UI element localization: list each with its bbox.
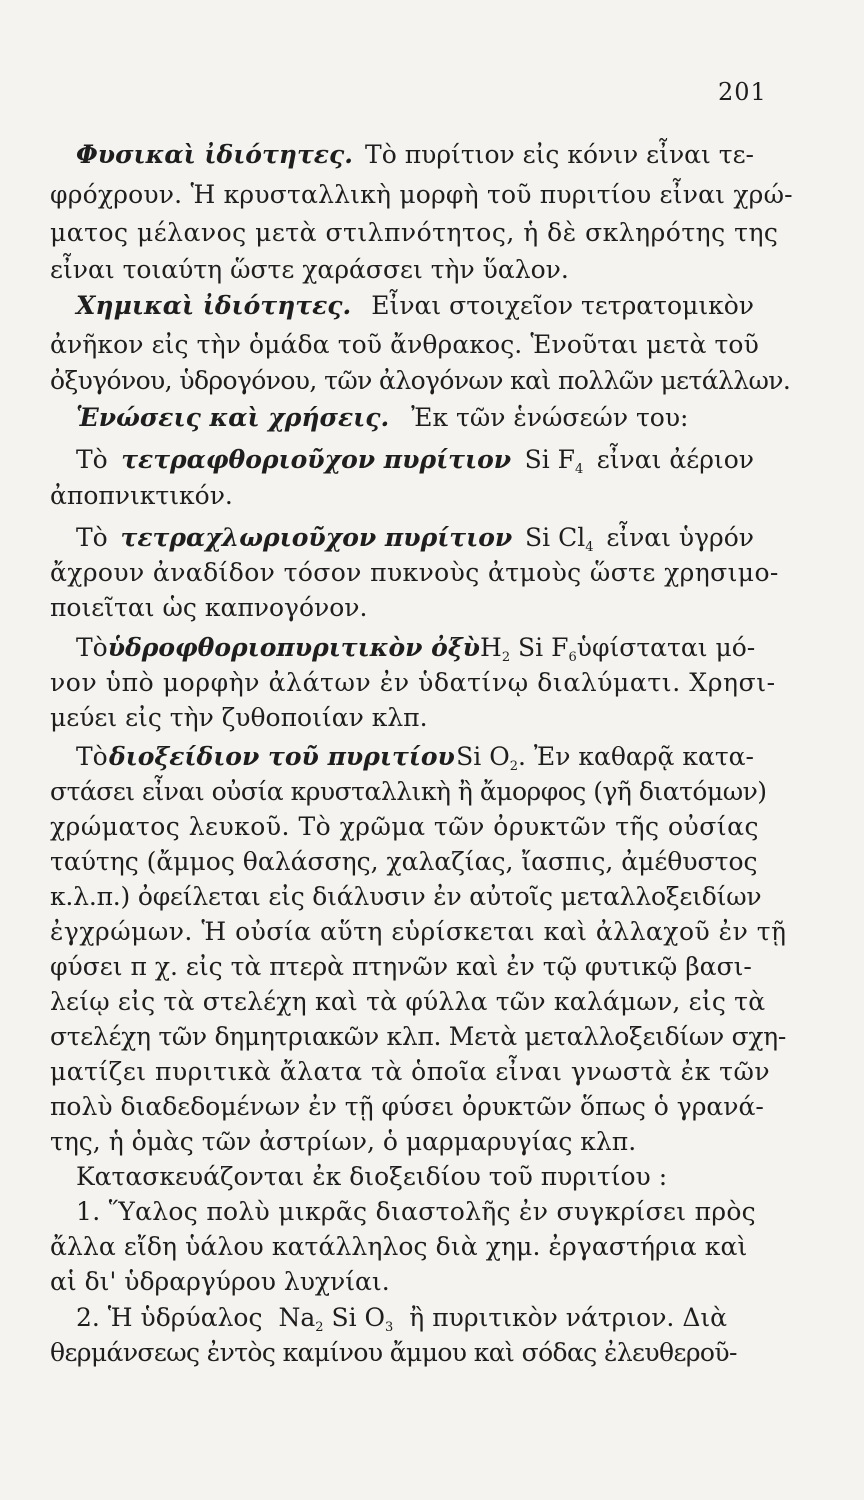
text-run: Τὸ πυρίτιον εἰς κόνιν εἶναι τε- bbox=[365, 140, 754, 169]
text-line: νον ὑπὸ μορφὴν ἀλάτων ἐν ὑδατίνῳ διαλύματι. Χρησι- bbox=[50, 668, 776, 697]
text-line bbox=[76, 140, 754, 170]
text-line: ματος μέλανος μετὰ στιλπνότητος, ἡ δὲ σκληρότης της bbox=[50, 218, 779, 247]
text-line: αἱ δι' ὑδραργύρου λυχνίαι. bbox=[50, 1267, 390, 1296]
text-line: ταύτης (ἄμμος θαλάσσης, χαλαζίας, ἴασπις, ἀμέθυστος bbox=[50, 847, 758, 876]
text-line: φρόχρουν. Ἡ κρυσταλλικὴ μορφὴ τοῦ πυριτίου εἶναι χρώ- bbox=[50, 180, 793, 209]
section-heading-compounds-and-uses: Ἑνώσεις καὶ χρήσεις. bbox=[76, 403, 390, 432]
section-heading-physical-properties: Φυσικαὶ ἰδιότητες. bbox=[76, 140, 353, 169]
chemical-formula: Si O2. Ἐν καθαρᾷ κατα- bbox=[456, 742, 754, 774]
text-line: ἐγχρώμων. Ἡ οὐσία αὕτη εὑρίσκεται καὶ ἀλλαχοῦ ἐν τῇ bbox=[50, 917, 787, 946]
text-line: ὀξυγόνου, ὑδρογόνου, τῶν ἀλογόνων καὶ πολλῶν μετάλλων. bbox=[50, 366, 791, 395]
text-run: Τὸ bbox=[76, 633, 108, 662]
text-line: Κατασκευάζονται ἐκ διοξειδίου τοῦ πυριτίου : bbox=[76, 1162, 668, 1191]
text-line: λείῳ εἰς τὰ στελέχη καὶ τὰ φύλλα τῶν καλάμων, εἰς τὰ bbox=[50, 987, 766, 1016]
text-line: ματίζει πυριτικὰ ἄλατα τὰ ὁποῖα εἶναι γνωστὰ ἐκ τῶν bbox=[50, 1057, 771, 1086]
text-run: Εἶναι στοιχεῖον τετρατομικὸν bbox=[371, 291, 754, 320]
page-number: 201 bbox=[718, 78, 767, 106]
list-item-1: 1. Ὕαλος πολὺ μικρᾶς διαστολῆς ἐν συγκρίσει πρὸς bbox=[76, 1197, 756, 1226]
section-heading-chemical-properties: Χημικαὶ ἰδιότητες. bbox=[76, 291, 352, 320]
chemical-formula: Si Cl4 bbox=[525, 523, 594, 555]
text-line: ἀνῆκον εἰς τὴν ὁμάδα τοῦ ἄνθρακος. Ἑνοῦται μετὰ τοῦ bbox=[50, 330, 759, 359]
text-run: εἶναι ὑγρόν bbox=[606, 523, 754, 552]
text-run: Τὸ bbox=[76, 742, 108, 771]
text-line: της, ἡ ὁμὰς τῶν ἀστρίων, ὁ μαρμαρυγίας κλπ. bbox=[50, 1127, 637, 1156]
text-run: Τὸ bbox=[76, 445, 108, 474]
chemical-formula: $Na_2$ Si $O_3$ bbox=[278, 1303, 394, 1335]
compound-name-fluorosilicic-acid: ὑδροφθοριοπυριτικὸν ὀξὺ bbox=[107, 633, 480, 662]
text-line bbox=[76, 291, 754, 321]
text-line bbox=[76, 633, 754, 673]
text-run: εἶναι ἀέριον bbox=[596, 445, 754, 474]
text-line bbox=[76, 445, 754, 485]
text-line: χρώματος λευκοῦ. Τὸ χρῶμα τῶν ὀρυκτῶν τῆς οὐσίας bbox=[50, 812, 759, 841]
text-line: φύσει π χ. εἰς τὰ πτερὰ πτηνῶν καὶ ἐν τῷ φυτικῷ βασι- bbox=[50, 952, 752, 981]
text-line bbox=[76, 403, 688, 433]
text-line: πολὺ διαδεδομένων ἐν τῇ φύσει ὀρυκτῶν ὅπως ὁ γρανά- bbox=[50, 1092, 764, 1121]
text-line: στάσει εἶναι οὐσία κρυσταλλικὴ ἢ ἄμορφος (γῆ διατόμων) bbox=[50, 777, 767, 806]
chemical-formula: Si F4 bbox=[524, 445, 584, 477]
chemical-formula: H2 Si F6 bbox=[480, 633, 577, 665]
text-run: 2. Ἡ ὑδρύαλος bbox=[76, 1303, 263, 1332]
text-line bbox=[76, 523, 754, 563]
text-line: ποιεῖται ὡς καπνογόνον. bbox=[50, 593, 368, 622]
text-line: εἶναι τοιαύτη ὥστε χαράσσει τὴν ὕαλον. bbox=[50, 255, 569, 284]
text-line bbox=[76, 742, 754, 782]
compound-name-silicon-dioxide: διοξείδιον τοῦ πυριτίου bbox=[108, 742, 455, 771]
text-line: κ.λ.π.) ὀφείλεται εἰς διάλυσιν ἐν αὐτοῖς μεταλλοξειδίων bbox=[50, 882, 762, 911]
text-run: Τὸ bbox=[76, 523, 108, 552]
text-run: ὑφίσταται μό- bbox=[576, 633, 756, 662]
text-line: στελέχη τῶν δημητριακῶν κλπ. Μετὰ μεταλλοξειδίων σχη- bbox=[50, 1022, 787, 1051]
compound-name-silicon-tetrachloride: τετραχλωριοῦχον πυρίτιον bbox=[120, 523, 513, 552]
text-line: ἄχρουν ἀναδίδον τόσον πυκνοὺς ἀτμοὺς ὥστε χρησιμο- bbox=[50, 558, 779, 587]
text-line: θερμάνσεως ἐντὸς καμίνου ἄμμου καὶ σόδας ἐλευθεροῦ- bbox=[50, 1338, 737, 1367]
text-run: ἢ πυριτικὸν νάτριον. Διὰ bbox=[409, 1303, 728, 1332]
list-item-2 bbox=[76, 1303, 727, 1343]
compound-name-silicon-tetrafluoride: τετραφθοριοῦχον πυρίτιον bbox=[121, 445, 512, 474]
text-line: ἀποπνικτικόν. bbox=[50, 481, 233, 510]
text-line: μεύει εἰς τὴν ζυθοποιίαν κλπ. bbox=[50, 703, 428, 732]
text-line: ἄλλα εἴδη ὑάλου κατάλληλος διὰ χημ. ἐργαστήρια καὶ bbox=[50, 1232, 748, 1261]
text-run: Ἐκ τῶν ἑνώσεών του: bbox=[411, 403, 689, 432]
